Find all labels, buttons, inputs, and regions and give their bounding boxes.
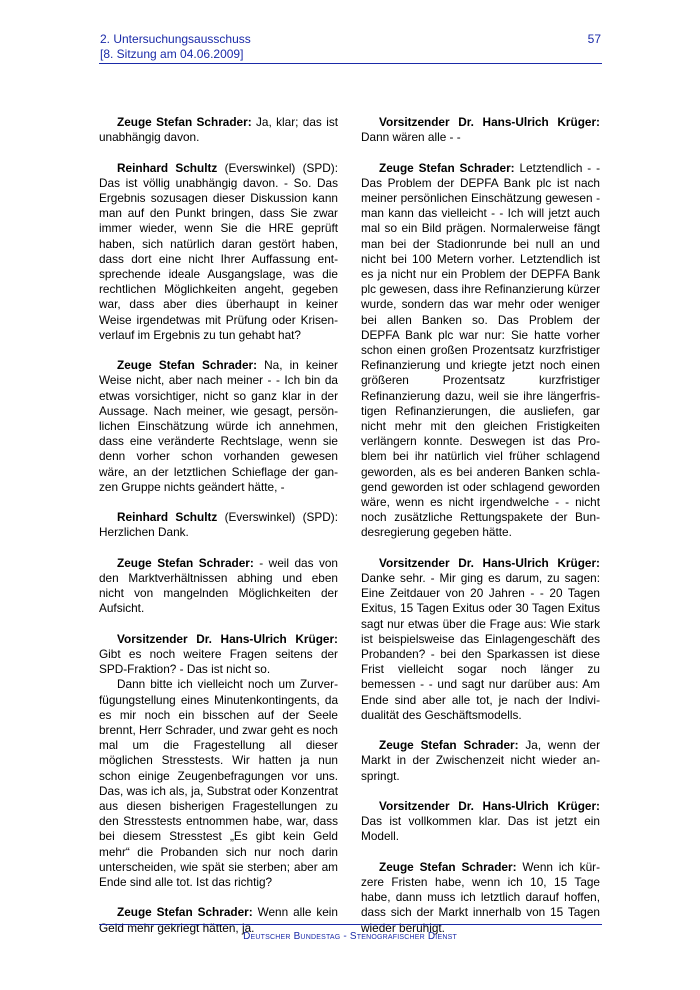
- paragraph: [99, 632, 338, 678]
- right-column: [361, 115, 600, 951]
- header-committee: 2. Untersuchungsausschuss: [100, 32, 251, 46]
- speaker-name: Zeuge Stefan Schrader:: [379, 859, 517, 874]
- paragraph-text: Ja, wenn der Markt in der Zwischenzeit nicht wieder anspringt.: [361, 738, 601, 783]
- paragraph-text: Dann bitte ich vielleicht noch um Zurverfügungstellung eines Minutenkontingents, da es mir noch ein bisschen auf der Seele brennt, Herr Schrader, und zwar geht es noch mal um die Fragestellung all dieser möglichen Stresstests. Wir hatten ja nun schon einige Zeugenbefragungen vor uns. Das, was ich als, ja, Substrat oder Konzentrat aus diesen bisherigen Fragestellungen zu den Stresstests entnommen habe, war, dass bei diesem Stresstest „Es gibt kein Geld mehr“ die Probanden sich nur noch darin unterscheiden, wie spät sie sterben; aber am Ende sind alle tot. Ist das richtig?: [99, 677, 338, 890]
- speaker-name: Zeuge Stefan Schrader:: [379, 160, 515, 175]
- paragraph: [99, 115, 338, 145]
- paragraph-text: Na, in keiner Weise nicht, aber nach meiner - - Ich bin da etwas vorsichtiger, nicht so ganz klar in der Aussage. Nach meiner, wie gesagt, persönlichen Einschätzung würde ich annehmen, dass eine veränderte Rechtslage, wenn sie denn vorher schon vorhanden gewesen wäre, an der letztlichen Schieflage der ganzen Gruppe nichts geändert hätte, -: [99, 358, 338, 494]
- paragraph-text: Dann wären alle - -: [361, 130, 461, 145]
- speaker-name: Zeuge Stefan Schrader:: [117, 555, 254, 570]
- paragraph-text: (Everswinkel) (SPD): Herzlichen Dank.: [99, 510, 338, 540]
- speaker-name: Zeuge Stefan Schrader:: [117, 115, 252, 129]
- page-number: 57: [587, 32, 601, 46]
- paragraph-text: - weil das von den Marktverhältnissen abhing und eben nicht von mangelnden Möglichkeiten der Aufsicht.: [99, 555, 338, 616]
- footer-rule: [99, 924, 602, 925]
- paragraph: [361, 556, 600, 723]
- paragraph: [361, 738, 600, 784]
- paragraph: [361, 115, 600, 145]
- speaker-name: Vorsitzender Dr. Hans-Ulrich Krüger:: [379, 555, 600, 570]
- paragraph: [99, 556, 338, 617]
- paragraph-continuation: [99, 677, 338, 890]
- speaker-name: Vorsitzender Dr. Hans-Ulrich Krüger:: [379, 115, 600, 129]
- speaker-name: Reinhard Schultz: [117, 510, 218, 525]
- speaker-name: Zeuge Stefan Schrader:: [379, 738, 519, 753]
- paragraph: [99, 510, 338, 540]
- paragraph-text: Ja, klar; das ist unabhängig davon.: [99, 115, 339, 145]
- speaker-name: Zeuge Stefan Schrader:: [117, 905, 253, 920]
- paragraph: [99, 161, 338, 343]
- paragraph-text: Gibt es noch weitere Fragen seitens der SPD-Fraktion? - Das ist nicht so.: [99, 647, 338, 677]
- paragraph-text: Das ist vollkommen klar. Das ist jetzt ein Modell.: [361, 814, 600, 844]
- running-header: [100, 32, 251, 62]
- speaker-name: Vorsitzender Dr. Hans-Ulrich Krüger:: [379, 799, 600, 814]
- speaker-name: Vorsitzender Dr. Hans-Ulrich Krüger:: [117, 631, 338, 646]
- paragraph-text: Danke sehr. - Mir ging es darum, zu sagen: Eine Zeitdauer von 20 Jahren - - 20 Tagen Exitus, 15 Tagen Exitus oder 30 Tagen Exitus sagt nur etwas über die Frage aus: Wie stark ist beispielsweise das Einlagengeschäft des Probanden? - bei den Sparkassen ist diese Frist vielleicht sogar noch länger zu bemessen - - und sagt nur darüber aus: Am Ende sind aber alle tot, je nach der Individualität des Geschäftsmodells.: [361, 571, 600, 722]
- header-rule: [99, 63, 602, 64]
- footer-publisher: Deutscher Bundestag - Stenografischer Dienst: [243, 931, 457, 942]
- paragraph-text: Wenn ich kürzere Fristen habe, wenn ich 10, 15 Tage habe, dann muss ich letztlich darauf hoffen, dass sich der Markt innerhalb von 15 Tagen wieder beruhigt.: [361, 859, 600, 935]
- speaker-name: Reinhard Schultz: [117, 160, 218, 175]
- left-column: [99, 115, 338, 951]
- paragraph: [99, 358, 338, 495]
- paragraph-text: Letztendlich - - Das Problem der DEPFA Bank plc ist nach meiner persönlichen Einschätzung gewesen - man kann das vielleicht - - Ich will jetzt auch mal so ein Bild prägen. Normalerweise fängt man bei der Stadionrunde bei null an und nicht bei 100 Metern vorher. Letztendlich ist es ja nicht nur ein Problem der DEPFA Bank plc gewesen, dass ihre Refinanzierung kürzer wurde, sondern das war mehr oder weniger bei allen Banken so. Das Problem der DEPFA Bank plc war nur: Sie hatte vorher schon einen großen Prozentsatz kurzfristiger Refinanzierung und kriegte jetzt noch einen größeren Prozentsatz kurzfristiger Refinanzierung dazu, weil sie ihre längerfristigen Refinanzierungen, die ausliefen, gar nicht mehr mit den gleichen Fristigkeiten verlängern konnte. Deswegen ist das Problem bei ihr natürlich viel früher schlagend geworden, als es bei anderen Banken schlagend geworden ist oder schlagend geworden wäre, wenn es nicht irgendwelche - - nicht noch zusätzliche Rettungspakete der Bundesregierung gegeben hätte.: [361, 160, 600, 540]
- paragraph-text: Wenn alle kein Geld mehr gekriegt hätten, ja.: [99, 905, 338, 935]
- paragraph: [361, 799, 600, 845]
- speaker-name: Zeuge Stefan Schrader:: [117, 358, 258, 373]
- paragraph: [361, 161, 600, 541]
- paragraph-text: (Everswinkel) (SPD): Das ist völlig unabhängig davon. - So. Das Ergebnis sozusagen dieser Diskussion kann man auf den Punkt bringen, dass Sie zwar immer wieder, wenn Sie die HRE geprüft haben, sich natürlich daran gestört haben, dass dort eine nicht Ihrer Auffassung entsprechende ideale Ausgangslage, was die rechtlichen Möglichkeiten angeht, gegeben war, dass aber dies überhaupt in keiner Weise irgendetwas mit Prüfung oder Krisenverlauf im Ergebnis zu tun gehabt hat?: [99, 160, 338, 342]
- header-session: [8. Sitzung am 04.06.2009]: [100, 47, 244, 61]
